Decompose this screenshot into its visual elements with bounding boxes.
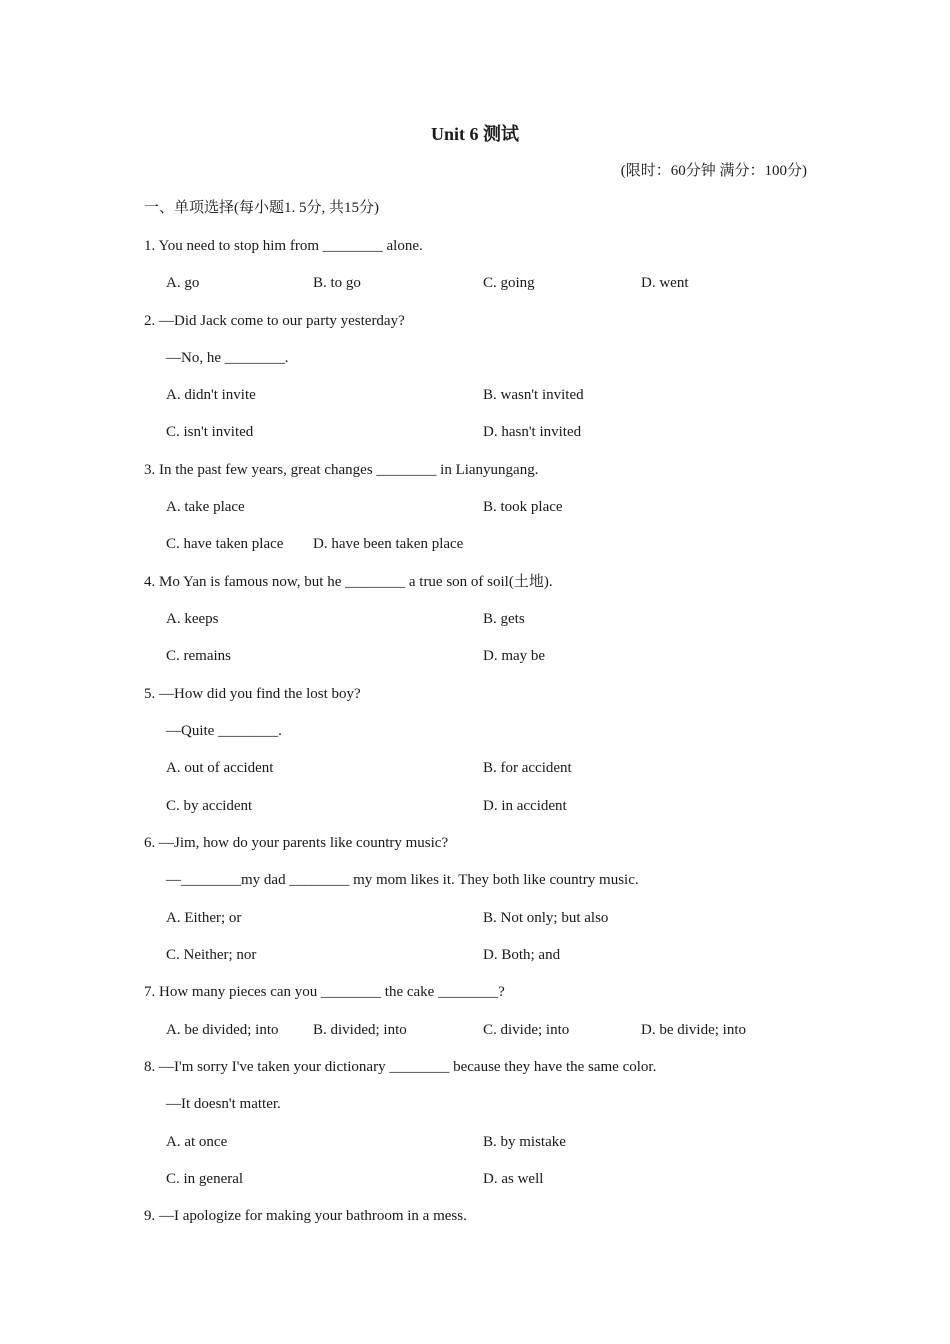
option-a: A. take place <box>166 499 245 515</box>
option-b: B. took place <box>483 499 563 515</box>
option-a: A. go <box>166 275 200 291</box>
option-b: B. Not only; but also <box>483 910 609 926</box>
question-stem: 8. —I'm sorry I've taken your dictionary ________ because they have the same color. <box>144 1059 657 1075</box>
option-d: D. have been taken place <box>313 536 464 552</box>
option-b: B. gets <box>483 611 525 627</box>
question-reply: —It doesn't matter. <box>166 1096 281 1112</box>
question-stem: 3. In the past few years, great changes ________ in Lianyungang. <box>144 462 539 478</box>
option-b: B. wasn't invited <box>483 387 584 403</box>
question-stem: 9. —I apologize for making your bathroom in a mess. <box>144 1208 467 1224</box>
option-c: C. in general <box>166 1171 244 1187</box>
question-stem: 6. —Jim, how do your parents like country music? <box>144 835 449 851</box>
option-a: A. at once <box>166 1134 228 1150</box>
option-d: D. in accident <box>483 798 567 814</box>
option-d: D. went <box>641 275 689 291</box>
option-d: D. hasn't invited <box>483 424 582 440</box>
question-reply: —________my dad ________ my mom likes it. They both like country music. <box>166 872 639 888</box>
section-heading: 一、单项选择(每小题1. 5分, 共15分) <box>144 200 379 216</box>
option-c: C. going <box>483 275 535 291</box>
question-reply: —Quite ________. <box>166 723 282 739</box>
option-c: C. have taken place <box>166 536 284 552</box>
question-stem: 1. You need to stop him from ________ alone. <box>144 238 423 254</box>
document-title: Unit 6 测试 <box>430 124 519 144</box>
question-stem: 7. How many pieces can you ________ the cake ________? <box>144 984 505 1000</box>
option-a: A. be divided; into <box>166 1022 279 1038</box>
time-score-info: (限时：60分钟 满分：100分) <box>620 163 807 179</box>
option-c: C. isn't invited <box>166 424 254 440</box>
option-c: C. by accident <box>166 798 253 814</box>
question-stem: 4. Mo Yan is famous now, but he ________ a true son of soil(土地). <box>144 574 553 590</box>
option-c: C. divide; into <box>483 1022 570 1038</box>
option-a: A. keeps <box>166 611 219 627</box>
question-stem: 5. —How did you find the lost boy? <box>144 686 361 702</box>
option-d: D. may be <box>483 648 546 664</box>
option-d: D. as well <box>483 1171 544 1187</box>
option-b: B. to go <box>313 275 361 291</box>
option-b: B. for accident <box>483 760 572 776</box>
option-a: A. Either; or <box>166 910 242 926</box>
option-b: B. by mistake <box>483 1134 566 1150</box>
option-c: C. Neither; nor <box>166 947 257 963</box>
option-b: B. divided; into <box>313 1022 407 1038</box>
option-d: D. be divide; into <box>641 1022 746 1038</box>
option-a: A. out of accident <box>166 760 274 776</box>
option-c: C. remains <box>166 648 231 664</box>
question-reply: —No, he ________. <box>166 350 289 366</box>
option-a: A. didn't invite <box>166 387 256 403</box>
option-d: D. Both; and <box>483 947 561 963</box>
question-stem: 2. —Did Jack come to our party yesterday? <box>144 313 405 329</box>
